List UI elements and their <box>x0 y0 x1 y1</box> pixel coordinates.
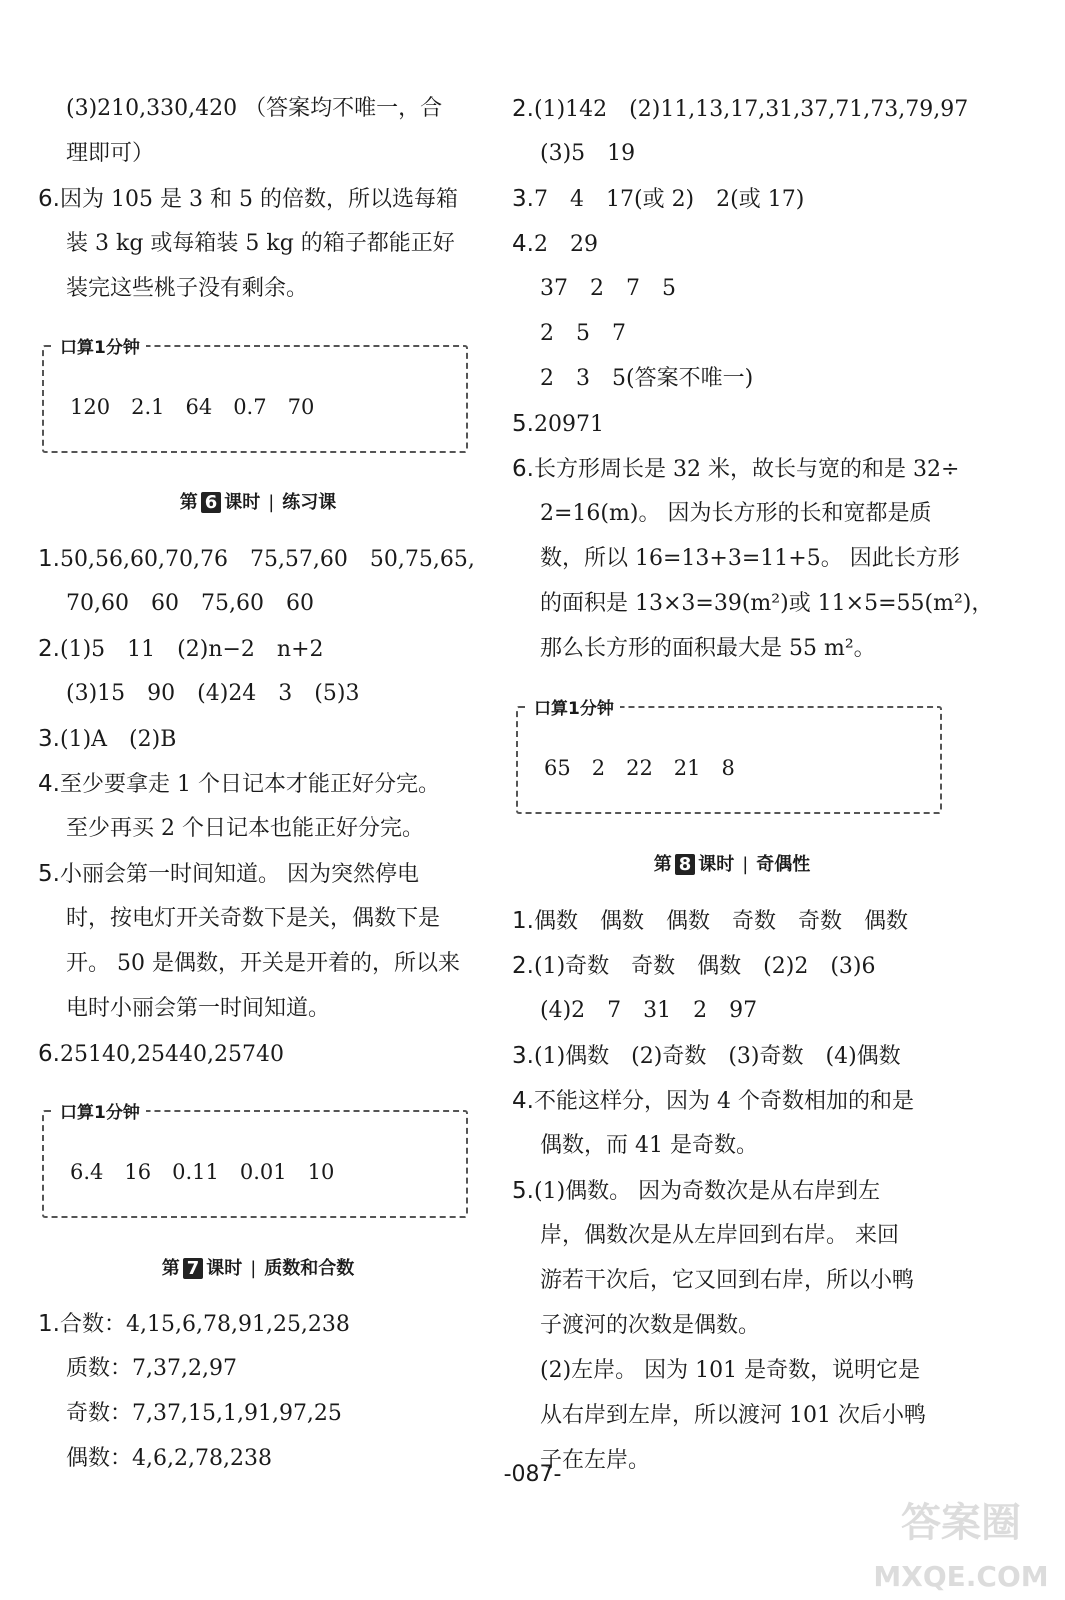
answer-line: 电时小丽会第一时间知道。 <box>66 996 331 1021</box>
answer-item-3 <box>512 1041 901 1072</box>
section-name: 奇偶性 <box>756 854 811 875</box>
item-number: 1. <box>512 908 534 934</box>
answer-line: (4)2 7 31 2 97 <box>540 998 758 1023</box>
item-number: 6. <box>38 1041 60 1067</box>
answer-text: 合数：4,15,6,78,91,25,238 <box>60 1312 350 1337</box>
watermark-logo <box>866 1488 1056 1598</box>
item-number: 2. <box>512 953 534 979</box>
answer-item-3 <box>512 184 804 215</box>
item-number: 1. <box>38 1311 60 1337</box>
answer-text: (1)偶数。 因为奇数次是从右岸到左 <box>534 1179 881 1204</box>
lesson-badge: 8 <box>675 854 696 875</box>
answer-line: 的面积是 13×3=39(m²)或 11×5=55(m²)， <box>540 591 994 616</box>
answer-text: 因为 105 是 3 和 5 的倍数，所以选每箱 <box>60 187 458 212</box>
answer-text: (1)5 11 (2)n−2 n+2 <box>60 637 324 662</box>
item-number: 3. <box>512 1043 534 1069</box>
section-suffix: 课时 <box>698 854 735 875</box>
mental-math-box <box>516 699 942 814</box>
answer-text: 50,56,60,70,76 75,57,60 50,75,65, <box>60 547 475 572</box>
answer-line: 2 3 5(答案不唯一) <box>540 366 754 391</box>
answer-item-1 <box>38 544 475 575</box>
item-number: 1. <box>38 546 60 572</box>
answer-line: 子在左岸。 <box>540 1448 651 1473</box>
section-title-lesson-8 <box>512 850 952 876</box>
answer-line: 2 5 7 <box>540 321 626 346</box>
answer-line: 偶数：4,6,2,78,238 <box>66 1446 272 1471</box>
answer-line: (3)210,330,420 （答案均不唯一，合 <box>66 96 443 121</box>
answer-item-4 <box>512 229 598 260</box>
answer-line: 理即可） <box>66 141 155 166</box>
box-title: 口算1分钟 <box>528 694 620 719</box>
answer-line: 装 3 kg 或每箱装 5 kg 的箱子都能正好 <box>66 231 455 256</box>
item-number: 2. <box>38 636 60 662</box>
answer-text: 小丽会第一时间知道。 因为突然停电 <box>60 862 419 887</box>
answer-text: 7 4 17(或 2) 2(或 17) <box>534 187 805 212</box>
answer-line: 岸，偶数次是从左岸回到右岸。 来回 <box>540 1223 899 1248</box>
section-title-lesson-6 <box>38 488 478 514</box>
box-body: 120 2.1 64 0.7 70 <box>70 395 315 419</box>
answer-line: 游若干次后，它又回到右岸，所以小鸭 <box>540 1268 915 1293</box>
box-body: 65 2 22 21 8 <box>544 756 735 780</box>
item-number: 2. <box>512 96 534 122</box>
answer-item-6 <box>38 1039 284 1070</box>
item-number: 3. <box>38 726 60 752</box>
section-suffix: 课时 <box>224 492 261 513</box>
answer-item-1 <box>38 1309 350 1340</box>
answer-item-4 <box>38 769 440 800</box>
answer-item-2 <box>512 94 968 125</box>
answer-text: (1)142 (2)11,13,17,31,37,71,73,79,97 <box>534 97 969 122</box>
section-separator: | <box>742 854 749 875</box>
item-number: 6. <box>38 186 60 212</box>
answer-line: 质数：7,37,2,97 <box>66 1356 237 1381</box>
answer-item-3 <box>38 724 176 755</box>
answer-line: 装完这些桃子没有剩余。 <box>66 276 309 301</box>
item-number: 4. <box>512 231 534 257</box>
answer-line: 时，按电灯开关奇数下是关，偶数下是 <box>66 906 441 931</box>
answer-text: (1)偶数 (2)奇数 (3)奇数 (4)偶数 <box>534 1044 901 1069</box>
answer-line: 子渡河的次数是偶数。 <box>540 1313 761 1338</box>
answer-item-6 <box>512 454 959 485</box>
section-title-lesson-7 <box>38 1254 478 1280</box>
section-prefix: 第 <box>653 854 672 875</box>
item-number: 5. <box>512 1178 534 1204</box>
answer-item-5 <box>512 409 604 440</box>
watermark-logo-text: 答案圈 <box>901 1500 1021 1546</box>
answer-text: 偶数 偶数 偶数 奇数 奇数 偶数 <box>534 909 909 934</box>
item-number: 4. <box>38 771 60 797</box>
item-number: 5. <box>512 411 534 437</box>
section-name: 练习课 <box>282 492 337 513</box>
answer-line: 70,60 60 75,60 60 <box>66 591 314 616</box>
answer-line: 37 2 7 5 <box>540 276 676 301</box>
answer-text: (1)A (2)B <box>60 727 177 752</box>
answer-text: 20971 <box>534 412 604 437</box>
answer-item-1 <box>512 906 908 937</box>
answer-line: 数，所以 16=13+3=11+5。 因此长方形 <box>540 546 960 571</box>
mental-math-box <box>42 338 468 453</box>
mental-math-box <box>42 1103 468 1218</box>
section-separator: | <box>268 492 275 513</box>
section-separator: | <box>250 1258 257 1279</box>
lesson-badge: 6 <box>201 492 222 513</box>
answer-line: (3)5 19 <box>540 141 636 166</box>
answer-text: 2 29 <box>534 232 598 257</box>
answer-text: 25140,25440,25740 <box>60 1042 284 1067</box>
answer-item-2 <box>512 951 875 982</box>
answer-item-5 <box>512 1176 880 1207</box>
box-title: 口算1分钟 <box>54 1098 146 1123</box>
answer-line: (3)15 90 (4)24 3 (5)3 <box>66 681 360 706</box>
section-name: 质数和合数 <box>264 1258 355 1279</box>
section-prefix: 第 <box>161 1258 180 1279</box>
section-prefix: 第 <box>179 492 198 513</box>
item-number: 3. <box>512 186 534 212</box>
watermark-url: MXQE.COM <box>873 1560 1049 1593</box>
answer-line: 奇数：7,37,15,1,91,97,25 <box>66 1401 342 1426</box>
answer-line: 那么长方形的面积最大是 55 m²。 <box>540 636 876 661</box>
answer-line: (2)左岸。 因为 101 是奇数，说明它是 <box>540 1358 921 1383</box>
answer-text: 长方形周长是 32 米，故长与宽的和是 32÷ <box>534 457 960 482</box>
lesson-badge: 7 <box>183 1258 204 1279</box>
answer-line: 至少再买 2 个日记本也能正好分完。 <box>66 816 424 841</box>
item-number: 4. <box>512 1088 534 1114</box>
answer-item-2 <box>38 634 324 665</box>
answer-item-4 <box>512 1086 914 1117</box>
answer-line: 2=16(m)。 因为长方形的长和宽都是质 <box>540 501 932 526</box>
answer-item-6 <box>38 184 458 215</box>
section-suffix: 课时 <box>206 1258 243 1279</box>
box-title: 口算1分钟 <box>54 333 146 358</box>
item-number: 6. <box>512 456 534 482</box>
answer-line: 开。 50 是偶数，开关是开着的，所以来 <box>66 951 460 976</box>
answer-item-5 <box>38 859 419 890</box>
answer-line: 偶数，而 41 是奇数。 <box>540 1133 758 1158</box>
answer-text: (1)奇数 奇数 偶数 (2)2 (3)6 <box>534 954 876 979</box>
item-number: 5. <box>38 861 60 887</box>
answer-line: 从右岸到左岸，所以渡河 101 次后小鸭 <box>540 1403 926 1428</box>
box-body: 6.4 16 0.11 0.01 10 <box>70 1160 335 1184</box>
answer-text: 不能这样分，因为 4 个奇数相加的和是 <box>534 1089 914 1114</box>
answer-text: 至少要拿走 1 个日记本才能正好分完。 <box>60 772 440 797</box>
page-number: -087- <box>503 1462 562 1487</box>
